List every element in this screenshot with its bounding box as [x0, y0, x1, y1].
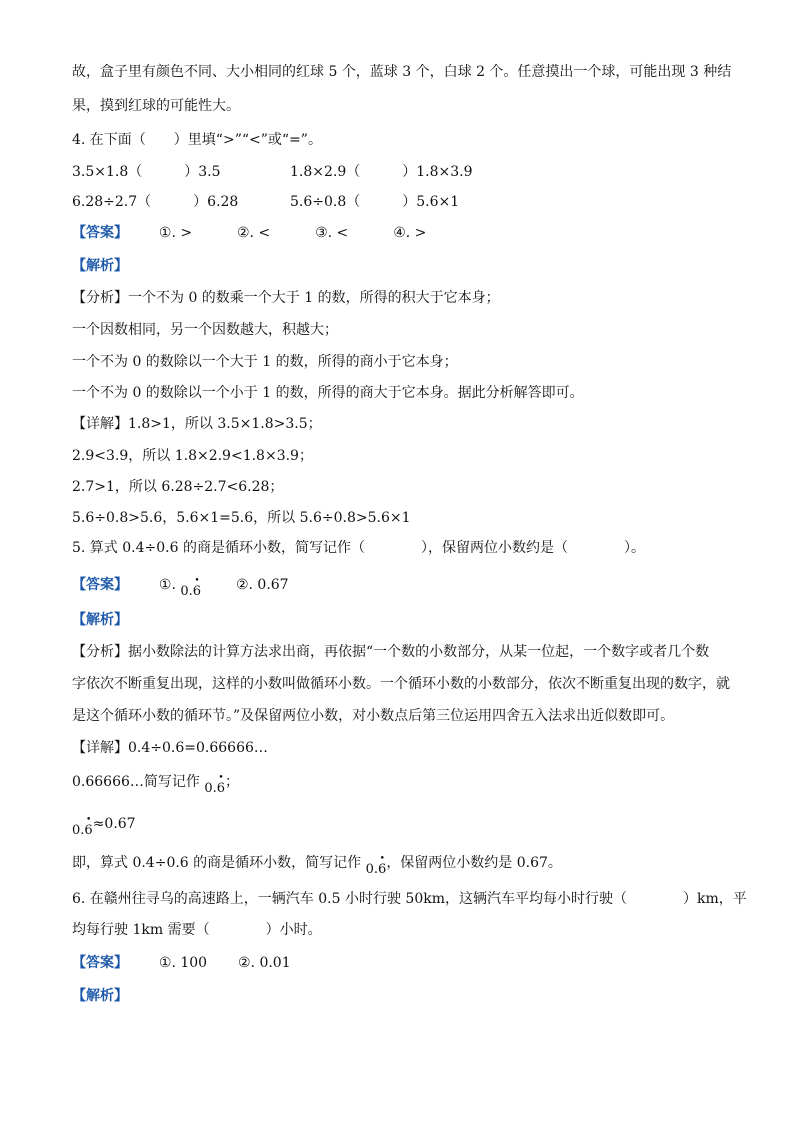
q5-xiangjie-line-4: 即，算式 0.4÷0.6 的商是循环小数，简写记作 0.6 • ，保留两位小数约是 0.67。: [72, 853, 562, 880]
q6-stem-line-2: 均每行驶 1km 需要（ ）小时。: [72, 922, 322, 938]
q4-item-4: 5.6÷0.8（ ）5.6×1: [290, 194, 460, 210]
analysis-tag: 【解析】: [72, 612, 128, 628]
q4-fenxi-line-4: 一个不为 0 的数除以一个小于 1 的数，所得的商大于它本身。据此分析解答即可。: [72, 385, 584, 401]
q5-fenxi-line-2: 字依次不断重复出现，这样的小数叫做循环小数。一个循环小数的小数部分，依次不断重复出现的数字，就: [72, 676, 730, 692]
q4-xiangjie-line-3: 2.7>1，所以 6.28÷2.7<6.28；: [72, 479, 284, 495]
q6-stem-line-1: 6. 在赣州往寻乌的高速路上，一辆汽车 0.5 小时行驶 50km，这辆汽车平均每小时行驶（ ）km，平: [72, 891, 747, 907]
recurring-dot: •: [379, 854, 385, 864]
q6-answer-2: ②. 0.01: [238, 955, 291, 971]
q4-item-2: 1.8×2.9（ ）1.8×3.9: [290, 164, 473, 180]
q5-answer-row: [72, 575, 289, 602]
recurring-dot: •: [194, 576, 200, 586]
q5-answer-1-label: ①.: [158, 577, 176, 593]
q6-answer-1: ①. 100: [158, 955, 208, 971]
fenxi-text: 据小数除法的计算方法求出商，再依据“一个数的小数部分，从某一位起，一个数字或者几个数: [128, 644, 710, 660]
q4-stem: 4. 在下面（ ）里填“>”“<”或“=”。: [72, 132, 322, 148]
q5-answer-2: ②. 0.67: [235, 577, 289, 593]
recurring-dot: •: [86, 815, 92, 825]
q5-xiangjie-line-3: 0.6 • ≈0.67: [72, 814, 136, 841]
recurring-decimal: 0.6 •: [72, 821, 93, 841]
recurring-decimal: 0.6 •: [204, 779, 225, 799]
fenxi-text: 一个不为 0 的数乘一个大于 1 的数，所得的积大于它本身；: [128, 290, 500, 306]
q4-answer-4: ④. >: [393, 225, 427, 241]
q4-answer-1: ①. >: [158, 225, 193, 241]
q4-answer-3: ③. <: [315, 225, 349, 241]
recurring-dot: •: [218, 773, 224, 783]
q6-answer-row: [72, 953, 291, 973]
recurring-decimal: 0.6 •: [366, 860, 387, 880]
answer-tag: 【答案】: [72, 577, 128, 593]
q5-fenxi-line-3: 是这个循环小数的循环节。”及保留两位小数，对小数点后第三位运用四舍五入法求出近似数即可。: [72, 708, 675, 724]
analysis-tag: 【解析】: [72, 258, 128, 274]
q5-stem: 5. 算式 0.4÷0.6 的商是循环小数，简写记作（ ），保留两位小数约是（ ）。: [72, 540, 645, 556]
q4-xiangjie-line-1: [72, 414, 322, 434]
q4-xiangjie-line-2: 2.9<3.9，所以 1.8×2.9<1.8×3.9；: [72, 448, 313, 464]
fenxi-tag: 【分析】: [72, 290, 128, 306]
q5-xiangjie-line-1: [72, 738, 268, 758]
xiangjie-text: 0.4÷0.6=0.66666…: [128, 740, 268, 756]
q4-xiangjie-line-4: 5.6÷0.8>5.6，5.6×1=5.6，所以 5.6÷0.8>5.6×1: [72, 510, 411, 526]
xiangjie-text: 1.8>1，所以 3.5×1.8>3.5；: [128, 416, 322, 432]
answer-tag: 【答案】: [72, 225, 128, 241]
continuation-line-1: 故，盒子里有颜色不同、大小相同的红球 5 个，蓝球 3 个，白球 2 个。任意摸出一个球，可能出现 3 种结: [72, 64, 732, 80]
xiangjie-tag: 【详解】: [72, 740, 128, 756]
q4-item-3: 6.28÷2.7（ ）6.28: [72, 194, 239, 210]
q4-fenxi-line-2: 一个因数相同，另一个因数越大，积越大；: [72, 322, 338, 338]
xiangjie-tag: 【详解】: [72, 416, 128, 432]
q4-fenxi-line-1: [72, 288, 500, 308]
q4-item-1: 3.5×1.8（ ）3.5: [72, 164, 221, 180]
q4-fenxi-line-3: 一个不为 0 的数除以一个大于 1 的数，所得的商小于它本身；: [72, 354, 458, 370]
analysis-tag: 【解析】: [72, 988, 128, 1004]
q4-answer-row: [72, 223, 426, 243]
fenxi-tag: 【分析】: [72, 644, 128, 660]
q4-answer-2: ②. <: [237, 225, 271, 241]
answer-tag: 【答案】: [72, 955, 128, 971]
q5-xiangjie-line-2: 0.66666…简写记作 0.6 • ；: [72, 772, 239, 799]
recurring-decimal: 0.6 •: [180, 582, 201, 602]
q5-fenxi-line-1: [72, 642, 709, 662]
continuation-line-2: 果，摸到红球的可能性大。: [72, 98, 240, 114]
